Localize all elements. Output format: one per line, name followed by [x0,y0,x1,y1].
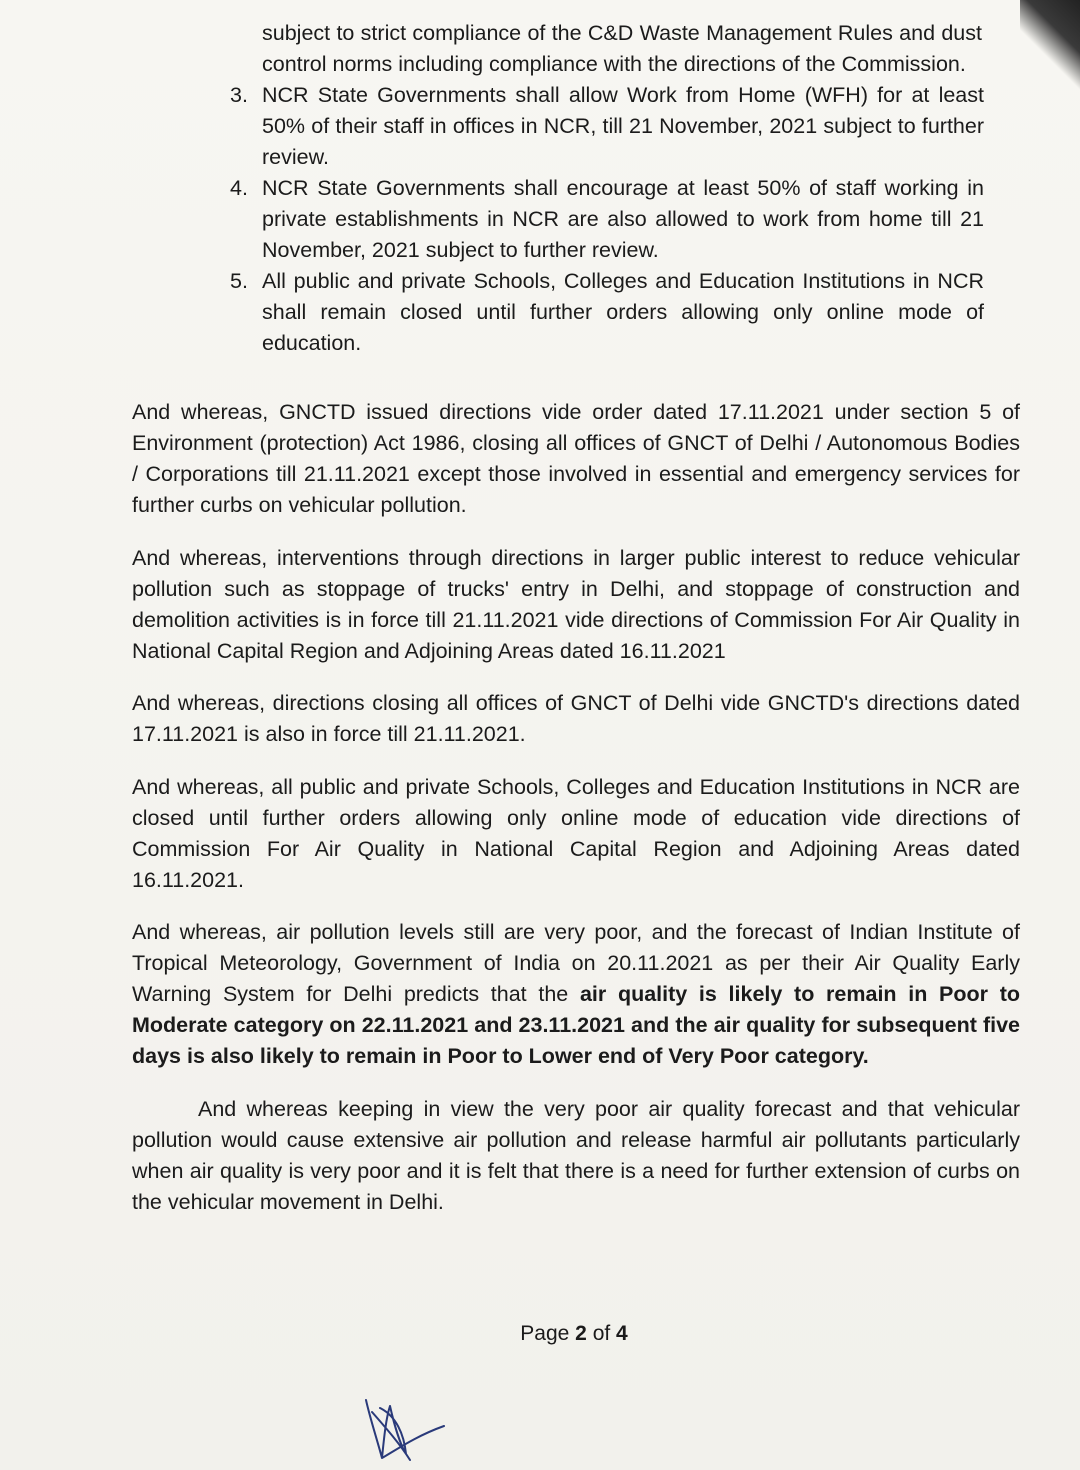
paragraph-schools-closed: And whereas, all public and private Schools, Colleges and Education Institutions in NCR are closed until further orders allowing only online mode of education vide directions of Commission For Air Quality in National Capital Region and Adjoining Areas dated 16.11.2021. [132,774,1020,892]
paragraph-interventions: And whereas, interventions through directions in larger public interest to reduce vehicular pollution such as stoppage of trucks' entry in Delhi, and stoppage of construction and demolition activities is in force till 21.11.2021 vide directions of Commission For Air Quality in National Capital Region and Adjoining Areas dated 16.11.2021 [132,545,1020,663]
numbered-list [132,80,1020,359]
paragraph-extension-need: And whereas keeping in view the very poor air quality forecast and that vehicular pollution would cause extensive air pollution and release harmful air pollutants particularly when air quality is very poor and it is felt that there is a need for further extension of curbs on the vehicular movement in Delhi. [132,1096,1020,1214]
list-item-number: 4. [230,176,248,200]
list-item [230,173,984,266]
of-word: of [592,1322,611,1345]
list-item [230,80,984,173]
paragraph-offices-closed: And whereas, directions closing all offices of GNCT of Delhi vide GNCTD's directions dated 17.11.2021 is also in force till 21.11.2021. [132,691,1020,746]
list-item-text: NCR State Governments shall encourage at least 50% of staff working in private establishments in NCR are also allowed to work from home till 21 November, 2021 subject to further review. [262,176,984,262]
continued-list-text: subject to strict compliance of the C&D Waste Management Rules and dust control norms including compliance with the directions of the Commission. [262,21,982,76]
list-item-text: NCR State Governments shall allow Work from Home (WFH) for at least 50% of their staff in offices in NCR, till 21 November, 2021 subject to further review. [262,83,984,169]
page-word: Page [520,1322,570,1345]
list-item-number: 5. [230,269,248,293]
forecast-text: And whereas, air pollution levels still are very poor, and the forecast of Indian Institute of Tropical Meteorology, Government of India on 20.11.2021 as per their Air Quality Early Warning System for Delhi predicts that the [132,920,1020,1006]
list-item-text: All public and private Schools, Colleges and Education Institutions in NCR shall remain closed until further orders allowing only online mode of education. [262,269,984,355]
page-number [0,1322,1080,1346]
list-item [230,266,984,359]
page-corner-shadow [1020,0,1080,90]
document-body [132,18,1020,1239]
forecast-bold-text: air quality is likely to remain in Poor to Moderate category on 22.11.2021 and 23.11.2021 and the air quality for subsequent five days is also likely to remain in Poor to Lower end of Very Poor category. [132,982,1021,1068]
total-pages: 4 [616,1322,628,1345]
current-page: 2 [575,1322,587,1345]
signature-initials [356,1388,456,1468]
paragraph-gnctd-order: And whereas, GNCTD issued directions vide order dated 17.11.2021 under section 5 of Environment (protection) Act 1986, closing all offices of GNCT of Delhi / Autonomous Bodies / Corporations till 21.11.2021 except those involved in essential and emergency services for further curbs on vehicular pollution. [132,400,1020,517]
list-item-number: 3. [230,83,248,107]
paragraph-air-quality-forecast [132,917,1020,1072]
